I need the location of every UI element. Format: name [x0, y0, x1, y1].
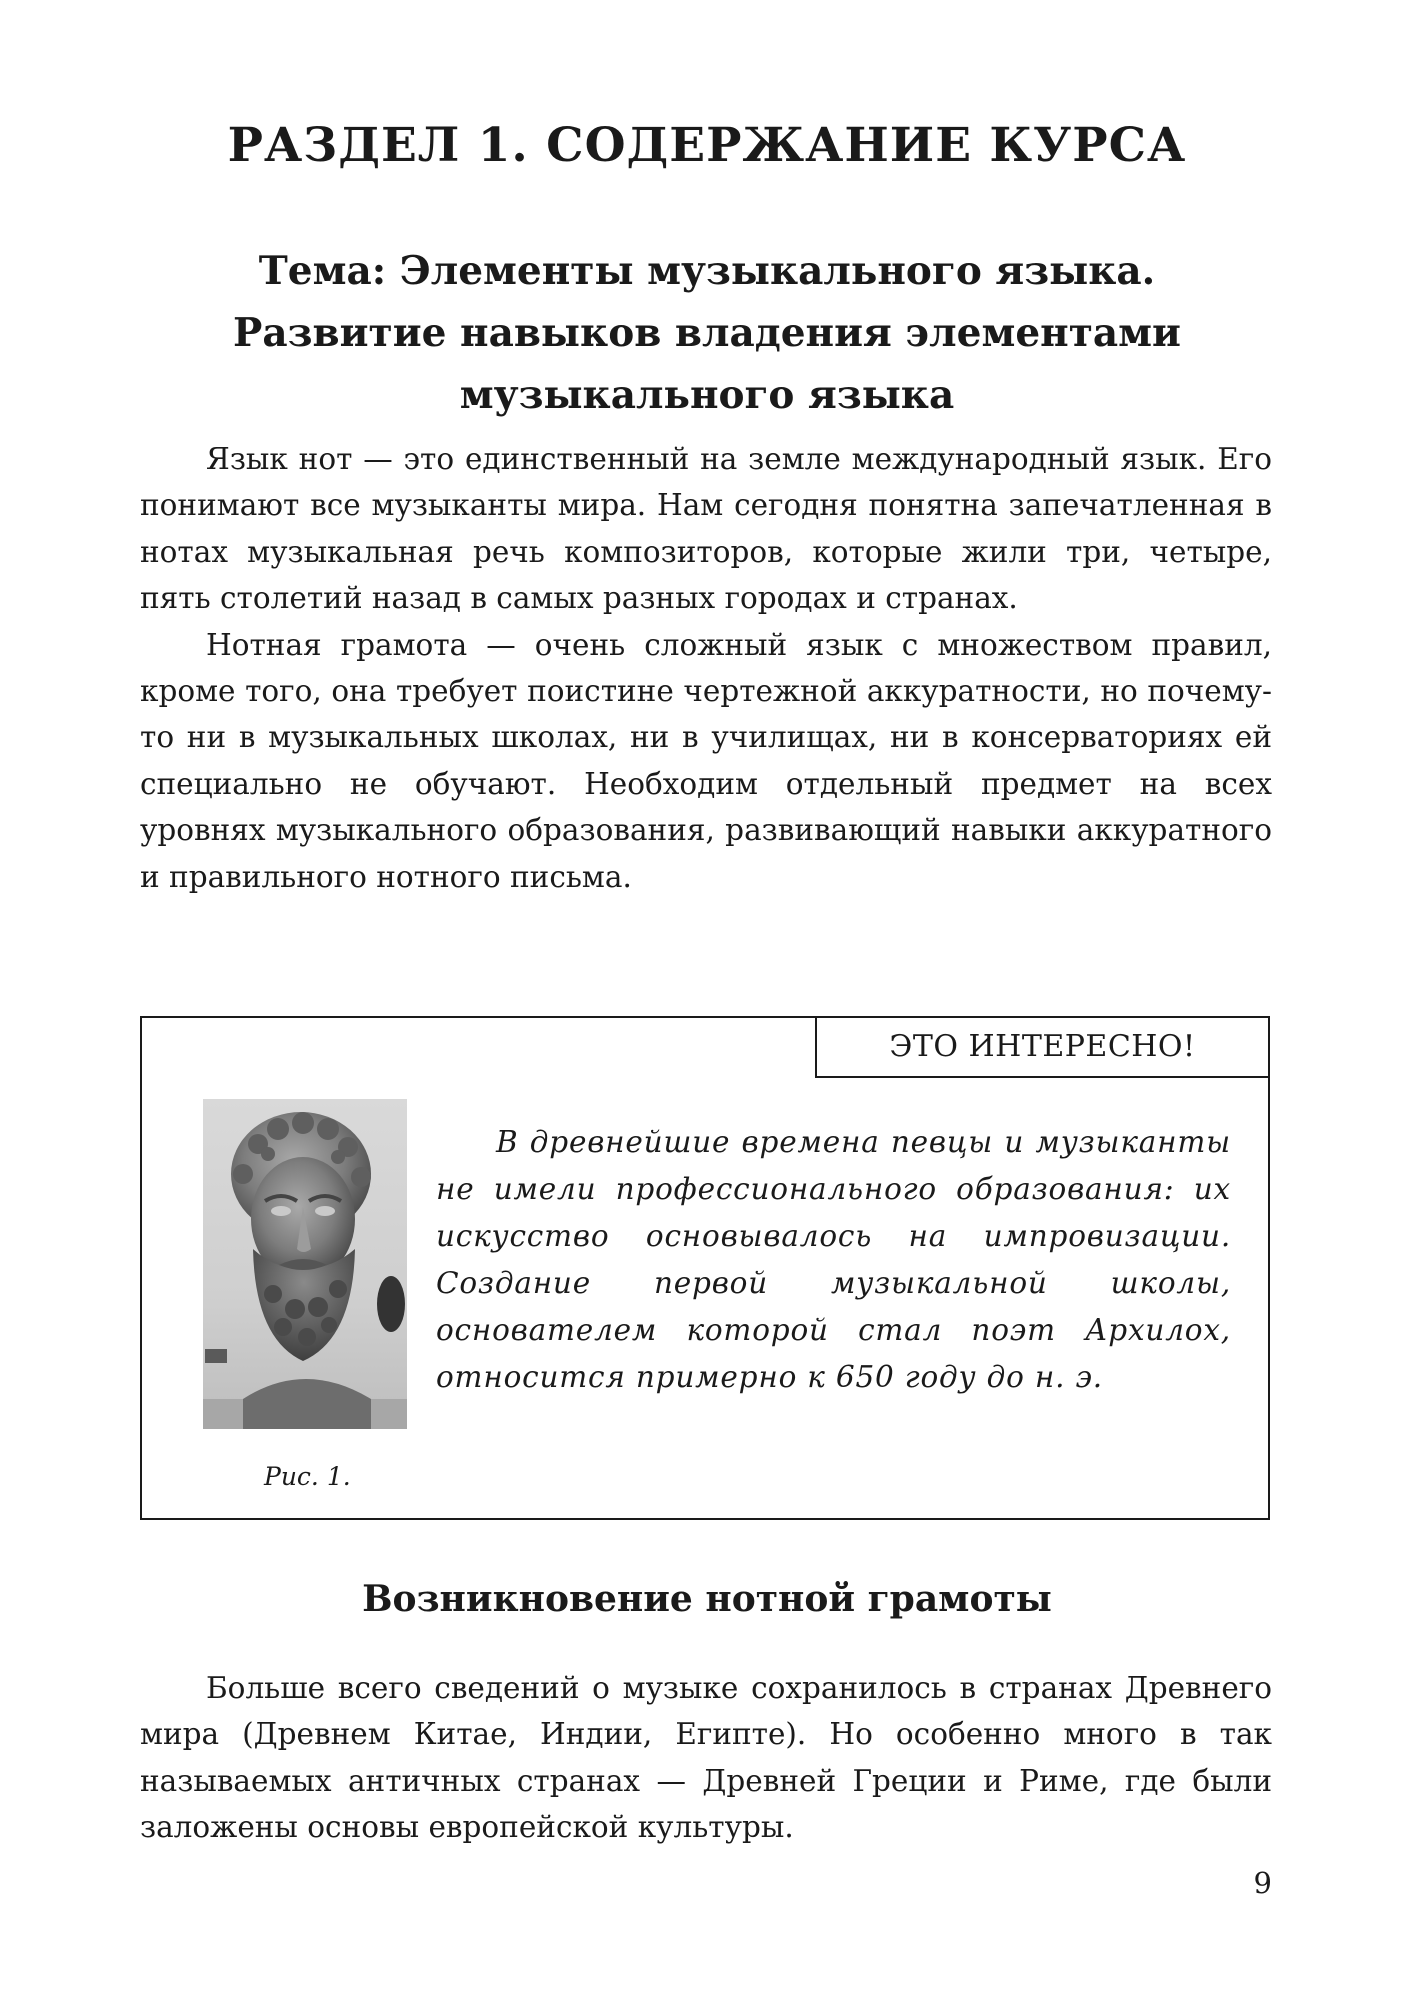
topic-title-line-3: музыкального языка — [459, 372, 955, 418]
bust-illustration — [203, 1099, 407, 1429]
interesting-fact-label: ЭТО ИНТЕРЕСНО! — [815, 1018, 1268, 1078]
page-number: 9 — [1253, 1866, 1272, 1900]
topic-title — [140, 240, 1274, 426]
archilochus-bust-image — [203, 1099, 407, 1429]
topic-title-line-2: Развитие навыков владения элементами — [233, 310, 1181, 356]
interesting-fact-text: В древнейшие времена певцы и музыканты не имели профессионального образования: их искусство основывалось на импровизации. Создание первой музыкальной школы, основателем которой стал поэт Архилох, относится примерно к 650 году до н. э. — [436, 1125, 1231, 1394]
figure-caption: Рис. 1. — [264, 1462, 351, 1491]
intro-paragraph-1: Язык нот — это единственный на земле международный язык. Его понимают все музыканты мира. Нам сегодня понятна запечатленная в нотах музыкальная речь композиторов, которые жили три, четыре, пять столетий назад в самых разных городах и странах. — [140, 442, 1272, 616]
intro-text — [140, 436, 1272, 900]
topic-title-line-1: Тема: Элементы музыкального языка. — [258, 248, 1156, 294]
outro-text — [140, 1665, 1272, 1851]
section-title: РАЗДЕЛ 1. СОДЕРЖАНИЕ КУРСА — [227, 118, 1187, 173]
subheading: Возникновение нотной грамоты — [362, 1578, 1052, 1620]
intro-paragraph-2: Нотная грамота — очень сложный язык с множеством правил, кроме того, она требует поистине чертежной аккуратности, но почему-то ни в музыкальных школах, ни в училищах, ни в консерваториях ей специально не обучают. Необходим отдельный предмет на всех уровнях музыкального образования, развивающий навыки аккуратного и правильного нотного письма. — [140, 627, 1272, 894]
outro-paragraph: Больше всего сведений о музыке сохранилось в странах Древнего мира (Древнем Китае, Индии, Египте). Но особенно много в так называемых античных странах — Древней Греции и Риме, где были заложены основы европейской культуры. — [140, 1671, 1272, 1845]
interesting-fact-box — [140, 1016, 1270, 1520]
